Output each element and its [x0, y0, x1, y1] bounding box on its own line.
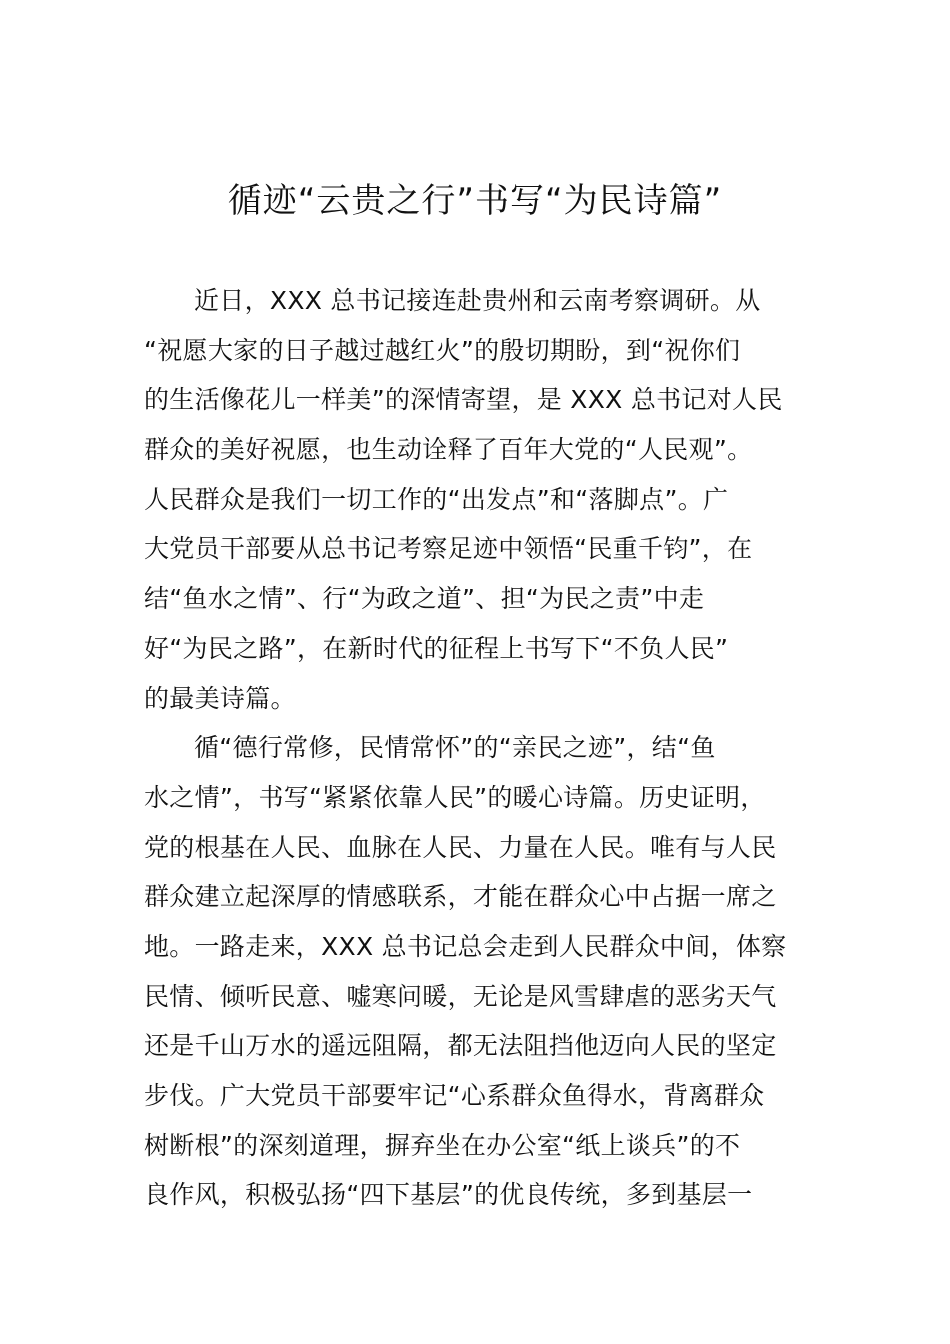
- text-line: 水之情”，书写“紧紧依靠人民”的暖心诗篇。历史证明，: [144, 782, 766, 812]
- text-line: 大党员干部要从总书记考察足迹中领悟“民重千钧”，在: [144, 534, 753, 564]
- text-line: 人民群众是我们一切工作的“出发点”和“落脚点”。广: [144, 484, 729, 514]
- text-line: 的最美诗篇。: [144, 683, 296, 713]
- paragraph-1: [144, 276, 824, 723]
- text-line: 好“为民之路”，在新时代的征程上书写下“不负人民”: [144, 633, 729, 663]
- text-line: 群众的美好祝愿，也生动诠释了百年大党的“人民观”。: [144, 435, 753, 465]
- text-line: “祝愿大家的日子越过越红火”的殷切期盼，到“祝你们: [144, 335, 741, 365]
- document-body: [144, 276, 824, 1220]
- text-line: 近日，XXX 总书记接连赴贵州和云南考察调研。从: [194, 286, 761, 315]
- text-line: 良作风，积极弘扬“四下基层”的优良传统，多到基层一: [144, 1180, 753, 1210]
- text-line: 的生活像花儿一样美”的深情寄望，是 XXX 总书记对人民: [144, 385, 783, 415]
- paragraph-2: [144, 723, 824, 1220]
- text-line: 民情、倾听民意、嘘寒问暖，无论是风雪肆虐的恶劣天气: [144, 981, 777, 1011]
- text-line: 群众建立起深厚的情感联系，才能在群众心中占据一席之: [144, 882, 777, 912]
- document-title: 循迹“云贵之行”书写“为民诗篇”: [227, 181, 723, 221]
- text-line: 地。一路走来，XXX 总书记总会走到人民群众中间，体察: [144, 931, 787, 961]
- text-line: 党的根基在人民、血脉在人民、力量在人民。唯有与人民: [144, 832, 777, 862]
- text-line: 还是千山万水的遥远阻隔，都无法阻挡他迈向人民的坚定: [144, 1031, 777, 1061]
- text-line: 树断根”的深刻道理，摒弃坐在办公室“纸上谈兵”的不: [144, 1130, 741, 1160]
- text-line: 循“德行常修，民情常怀”的“亲民之迹”，结“鱼: [194, 733, 716, 763]
- text-line: 结“鱼水之情”、行“为政之道”、担“为民之责”中走: [144, 584, 705, 614]
- text-line: 步伐。广大党员干部要牢记“心系群众鱼得水，背离群众: [144, 1081, 765, 1110]
